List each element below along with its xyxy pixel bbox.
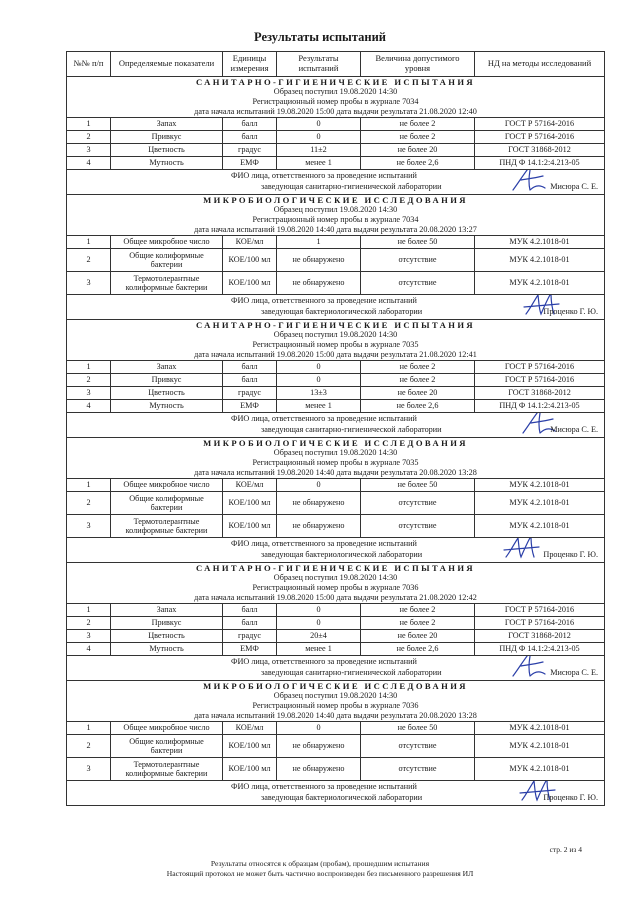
- result-value: 0: [277, 118, 361, 131]
- indicator-name: Термотолерантные колиформные бактерии: [111, 272, 223, 295]
- unit: КОЕ/мл: [223, 479, 277, 492]
- signature-cell: [67, 781, 605, 806]
- signature-row: [67, 781, 605, 806]
- row-number: 3: [67, 387, 111, 400]
- result-value: не обнаружено: [277, 735, 361, 758]
- results-table: [66, 51, 605, 806]
- section-header: [67, 438, 605, 479]
- responsible-person-label: ФИО лица, ответственного за проведение испытаний: [231, 539, 417, 548]
- unit: градус: [223, 387, 277, 400]
- section-header: [67, 563, 605, 604]
- table-row: [67, 492, 605, 515]
- row-number: 2: [67, 249, 111, 272]
- indicator-name: Мутность: [111, 400, 223, 413]
- result-value: 1: [277, 236, 361, 249]
- page-title: Результаты испытаний: [254, 30, 386, 44]
- table-row: [67, 630, 605, 643]
- responsible-position: заведующая бактериологической лаборатории: [261, 550, 423, 559]
- indicator-name: Цветность: [111, 630, 223, 643]
- method-standard: МУК 4.2.1018-01: [475, 236, 605, 249]
- responsible-person-label: ФИО лица, ответственного за проведение испытаний: [231, 414, 417, 423]
- permissible-level: отсутствие: [361, 272, 475, 295]
- table-row: [67, 118, 605, 131]
- table-row: [67, 374, 605, 387]
- row-number: 1: [67, 118, 111, 131]
- method-standard: МУК 4.2.1018-01: [475, 515, 605, 538]
- row-number: 3: [67, 515, 111, 538]
- table-row: [67, 515, 605, 538]
- registration-number: Регистрационный номер пробы в журнале 7035: [252, 458, 419, 467]
- unit: балл: [223, 374, 277, 387]
- sample-received: Образец поступил 19.08.2020 14:30: [273, 205, 398, 214]
- permissible-level: отсутствие: [361, 758, 475, 781]
- signature-block: [69, 656, 602, 680]
- method-standard: МУК 4.2.1018-01: [475, 758, 605, 781]
- signature-row: [67, 413, 605, 438]
- test-dates: дата начала испытаний 19.08.2020 14:40 дата выдачи результата 20.08.2020 13:28: [194, 468, 477, 477]
- header-unit: Единицы измерения: [223, 52, 277, 77]
- unit: балл: [223, 617, 277, 630]
- registration-number: Регистрационный номер пробы в журнале 7034: [252, 97, 419, 106]
- permissible-level: не более 2: [361, 374, 475, 387]
- table-row: [67, 617, 605, 630]
- responsible-position: заведующая бактериологической лаборатории: [261, 793, 423, 802]
- responsible-name: Проценко Г. Ю.: [543, 550, 598, 559]
- page-number: стр. 2 из 4: [549, 845, 582, 854]
- row-number: 3: [67, 630, 111, 643]
- method-standard: МУК 4.2.1018-01: [475, 249, 605, 272]
- method-standard: ГОСТ 31868-2012: [475, 630, 605, 643]
- indicator-name: Общее микробное число: [111, 722, 223, 735]
- unit: градус: [223, 630, 277, 643]
- permissible-level: отсутствие: [361, 735, 475, 758]
- method-standard: ГОСТ Р 57164-2016: [475, 131, 605, 144]
- registration-number: Регистрационный номер пробы в журнале 7034: [252, 215, 419, 224]
- permissible-level: отсутствие: [361, 492, 475, 515]
- table-row: [67, 735, 605, 758]
- signature-block: [69, 538, 602, 562]
- method-standard: ГОСТ Р 57164-2016: [475, 374, 605, 387]
- permissible-level: не более 20: [361, 387, 475, 400]
- row-number: 3: [67, 758, 111, 781]
- method-standard: ГОСТ 31868-2012: [475, 144, 605, 157]
- section-title: МИКРОБИОЛОГИЧЕСКИЕ ИССЛЕДОВАНИЯ: [203, 195, 468, 205]
- sample-received: Образец поступил 19.08.2020 14:30: [273, 330, 398, 339]
- indicator-name: Общие колиформные бактерии: [111, 735, 223, 758]
- method-standard: ГОСТ Р 57164-2016: [475, 617, 605, 630]
- result-value: 0: [277, 479, 361, 492]
- result-value: 0: [277, 374, 361, 387]
- signature-row: [67, 295, 605, 320]
- test-dates: дата начала испытаний 19.08.2020 14:40 дата выдачи результата 20.08.2020 13:27: [194, 225, 477, 234]
- responsible-name: Мисюра С. Е.: [550, 425, 598, 434]
- result-value: 0: [277, 361, 361, 374]
- permissible-level: не более 2: [361, 617, 475, 630]
- table-row: [67, 272, 605, 295]
- registration-number: Регистрационный номер пробы в журнале 7035: [252, 340, 419, 349]
- indicator-name: Термотолерантные колиформные бактерии: [111, 758, 223, 781]
- result-value: менее 1: [277, 400, 361, 413]
- signature-row: [67, 170, 605, 195]
- test-dates: дата начала испытаний 19.08.2020 14:40 дата выдачи результата 20.08.2020 13:28: [194, 711, 477, 720]
- indicator-name: Запах: [111, 361, 223, 374]
- result-value: не обнаружено: [277, 758, 361, 781]
- result-value: не обнаружено: [277, 515, 361, 538]
- responsible-person-label: ФИО лица, ответственного за проведение испытаний: [231, 296, 417, 305]
- signature-block: [69, 295, 602, 319]
- unit: КОЕ/100 мл: [223, 735, 277, 758]
- section-title: МИКРОБИОЛОГИЧЕСКИЕ ИССЛЕДОВАНИЯ: [203, 681, 468, 691]
- method-standard: ГОСТ Р 57164-2016: [475, 118, 605, 131]
- table-row: [67, 361, 605, 374]
- section-header: [67, 77, 605, 118]
- section-header-cell: [67, 320, 605, 361]
- method-standard: МУК 4.2.1018-01: [475, 722, 605, 735]
- result-value: 0: [277, 131, 361, 144]
- sample-received: Образец поступил 19.08.2020 14:30: [273, 448, 398, 457]
- method-standard: ПНД Ф 14.1:2:4.213-05: [475, 157, 605, 170]
- result-value: 0: [277, 604, 361, 617]
- row-number: 3: [67, 144, 111, 157]
- section-header-cell: [67, 195, 605, 236]
- signature-cell: [67, 656, 605, 681]
- permissible-level: не более 2,6: [361, 400, 475, 413]
- row-number: 4: [67, 157, 111, 170]
- result-value: 13±3: [277, 387, 361, 400]
- table-row: [67, 758, 605, 781]
- permissible-level: не более 2,6: [361, 157, 475, 170]
- header-limit: Величина допустимого уровня: [361, 52, 475, 77]
- responsible-position: заведующая санитарно-гигиенической лаборатории: [261, 182, 442, 191]
- unit: балл: [223, 604, 277, 617]
- indicator-name: Цветность: [111, 387, 223, 400]
- indicator-name: Мутность: [111, 643, 223, 656]
- permissible-level: не более 50: [361, 479, 475, 492]
- responsible-person-label: ФИО лица, ответственного за проведение испытаний: [231, 782, 417, 791]
- signature-block: [69, 170, 602, 194]
- row-number: 2: [67, 735, 111, 758]
- unit: КОЕ/мл: [223, 236, 277, 249]
- table-header-row: [67, 52, 605, 77]
- unit: балл: [223, 361, 277, 374]
- method-standard: ГОСТ Р 57164-2016: [475, 361, 605, 374]
- method-standard: ГОСТ 31868-2012: [475, 387, 605, 400]
- signature-mark-icon: [509, 170, 549, 195]
- method-standard: ПНД Ф 14.1:2:4.213-05: [475, 643, 605, 656]
- table-row: [67, 643, 605, 656]
- indicator-name: Мутность: [111, 157, 223, 170]
- section-title: САНИТАРНО-ГИГИЕНИЧЕСКИЕ ИСПЫТАНИЯ: [195, 563, 476, 573]
- row-number: 1: [67, 722, 111, 735]
- row-number: 1: [67, 361, 111, 374]
- unit: балл: [223, 118, 277, 131]
- footer-disclaimer-2: Настоящий протокол не может быть частично воспроизведен без письменного разрешения ИЛ: [166, 869, 474, 878]
- row-number: 4: [67, 643, 111, 656]
- result-value: не обнаружено: [277, 249, 361, 272]
- result-value: менее 1: [277, 157, 361, 170]
- result-value: 0: [277, 722, 361, 735]
- row-number: 1: [67, 236, 111, 249]
- section-header: [67, 195, 605, 236]
- table-row: [67, 249, 605, 272]
- section-title: САНИТАРНО-ГИГИЕНИЧЕСКИЕ ИСПЫТАНИЯ: [195, 77, 476, 87]
- indicator-name: Общие колиформные бактерии: [111, 492, 223, 515]
- method-standard: МУК 4.2.1018-01: [475, 272, 605, 295]
- unit: КОЕ/мл: [223, 722, 277, 735]
- permissible-level: не более 20: [361, 144, 475, 157]
- unit: балл: [223, 131, 277, 144]
- sample-received: Образец поступил 19.08.2020 14:30: [273, 87, 398, 96]
- table-row: [67, 236, 605, 249]
- permissible-level: не более 2: [361, 131, 475, 144]
- registration-number: Регистрационный номер пробы в журнале 7036: [252, 701, 419, 710]
- method-standard: ПНД Ф 14.1:2:4.213-05: [475, 400, 605, 413]
- table-row: [67, 131, 605, 144]
- section-title: МИКРОБИОЛОГИЧЕСКИЕ ИССЛЕДОВАНИЯ: [203, 438, 468, 448]
- unit: ЕМФ: [223, 157, 277, 170]
- row-number: 2: [67, 617, 111, 630]
- unit: КОЕ/100 мл: [223, 515, 277, 538]
- test-dates: дата начала испытаний 19.08.2020 15:00 дата выдачи результата 21.08.2020 12:40: [194, 107, 477, 116]
- signature-cell: [67, 538, 605, 563]
- sample-received: Образец поступил 19.08.2020 14:30: [273, 691, 398, 700]
- header-indicator: Определяемые показатели: [111, 52, 223, 77]
- row-number: 2: [67, 374, 111, 387]
- responsible-name: Проценко Г. Ю.: [543, 793, 598, 802]
- footer-disclaimer-1: Результаты относятся к образцам (пробам), прошедшим испытания: [210, 859, 430, 868]
- signature-cell: [67, 295, 605, 320]
- indicator-name: Цветность: [111, 144, 223, 157]
- responsible-position: заведующая санитарно-гигиенической лаборатории: [261, 668, 442, 677]
- indicator-name: Запах: [111, 604, 223, 617]
- indicator-name: Общие колиформные бактерии: [111, 249, 223, 272]
- header-result: Результаты испытаний: [277, 52, 361, 77]
- table-row: [67, 144, 605, 157]
- signature-mark-icon: [501, 538, 541, 563]
- signature-block: [69, 413, 602, 437]
- section-header: [67, 320, 605, 361]
- table-row: [67, 722, 605, 735]
- unit: КОЕ/100 мл: [223, 272, 277, 295]
- permissible-level: отсутствие: [361, 515, 475, 538]
- result-value: не обнаружено: [277, 492, 361, 515]
- result-value: 0: [277, 617, 361, 630]
- table-row: [67, 387, 605, 400]
- method-standard: МУК 4.2.1018-01: [475, 479, 605, 492]
- section-header-cell: [67, 681, 605, 722]
- table-row: [67, 400, 605, 413]
- signature-row: [67, 538, 605, 563]
- table-row: [67, 479, 605, 492]
- test-dates: дата начала испытаний 19.08.2020 15:00 дата выдачи результата 21.08.2020 12:42: [194, 593, 477, 602]
- responsible-name: Мисюра С. Е.: [550, 182, 598, 191]
- signature-mark-icon: [509, 656, 549, 681]
- responsible-name: Мисюра С. Е.: [550, 668, 598, 677]
- indicator-name: Термотолерантные колиформные бактерии: [111, 515, 223, 538]
- unit: КОЕ/100 мл: [223, 249, 277, 272]
- section-header-cell: [67, 563, 605, 604]
- indicator-name: Общее микробное число: [111, 236, 223, 249]
- permissible-level: не более 50: [361, 722, 475, 735]
- registration-number: Регистрационный номер пробы в журнале 7036: [252, 583, 419, 592]
- method-standard: МУК 4.2.1018-01: [475, 492, 605, 515]
- table-row: [67, 604, 605, 617]
- section-header-cell: [67, 77, 605, 118]
- row-number: 4: [67, 400, 111, 413]
- row-number: 1: [67, 479, 111, 492]
- signature-cell: [67, 413, 605, 438]
- permissible-level: не более 2,6: [361, 643, 475, 656]
- table-row: [67, 157, 605, 170]
- unit: КОЕ/100 мл: [223, 492, 277, 515]
- header-number: №№ п/п: [67, 52, 111, 77]
- section-title: САНИТАРНО-ГИГИЕНИЧЕСКИЕ ИСПЫТАНИЯ: [195, 320, 476, 330]
- section-header: [67, 681, 605, 722]
- permissible-level: не более 20: [361, 630, 475, 643]
- method-standard: МУК 4.2.1018-01: [475, 735, 605, 758]
- responsible-name: Проценко Г. Ю.: [543, 307, 598, 316]
- permissible-level: не более 2: [361, 361, 475, 374]
- header-method: НД на методы исследований: [475, 52, 605, 77]
- result-value: не обнаружено: [277, 272, 361, 295]
- unit: ЕМФ: [223, 400, 277, 413]
- responsible-position: заведующая санитарно-гигиенической лаборатории: [261, 425, 442, 434]
- row-number: 2: [67, 131, 111, 144]
- signature-block: [69, 781, 602, 805]
- indicator-name: Привкус: [111, 131, 223, 144]
- row-number: 3: [67, 272, 111, 295]
- responsible-position: заведующая бактериологической лаборатории: [261, 307, 423, 316]
- test-dates: дата начала испытаний 19.08.2020 15:00 дата выдачи результата 21.08.2020 12:41: [194, 350, 477, 359]
- indicator-name: Запах: [111, 118, 223, 131]
- permissible-level: не более 50: [361, 236, 475, 249]
- signature-row: [67, 656, 605, 681]
- indicator-name: Общее микробное число: [111, 479, 223, 492]
- row-number: 2: [67, 492, 111, 515]
- indicator-name: Привкус: [111, 617, 223, 630]
- section-header-cell: [67, 438, 605, 479]
- responsible-person-label: ФИО лица, ответственного за проведение испытаний: [231, 657, 417, 666]
- result-value: 11±2: [277, 144, 361, 157]
- signature-cell: [67, 170, 605, 195]
- unit: КОЕ/100 мл: [223, 758, 277, 781]
- permissible-level: не более 2: [361, 118, 475, 131]
- result-value: 20±4: [277, 630, 361, 643]
- indicator-name: Привкус: [111, 374, 223, 387]
- responsible-person-label: ФИО лица, ответственного за проведение испытаний: [231, 171, 417, 180]
- method-standard: ГОСТ Р 57164-2016: [475, 604, 605, 617]
- permissible-level: не более 2: [361, 604, 475, 617]
- row-number: 1: [67, 604, 111, 617]
- unit: градус: [223, 144, 277, 157]
- permissible-level: отсутствие: [361, 249, 475, 272]
- sample-received: Образец поступил 19.08.2020 14:30: [273, 573, 398, 582]
- unit: ЕМФ: [223, 643, 277, 656]
- result-value: менее 1: [277, 643, 361, 656]
